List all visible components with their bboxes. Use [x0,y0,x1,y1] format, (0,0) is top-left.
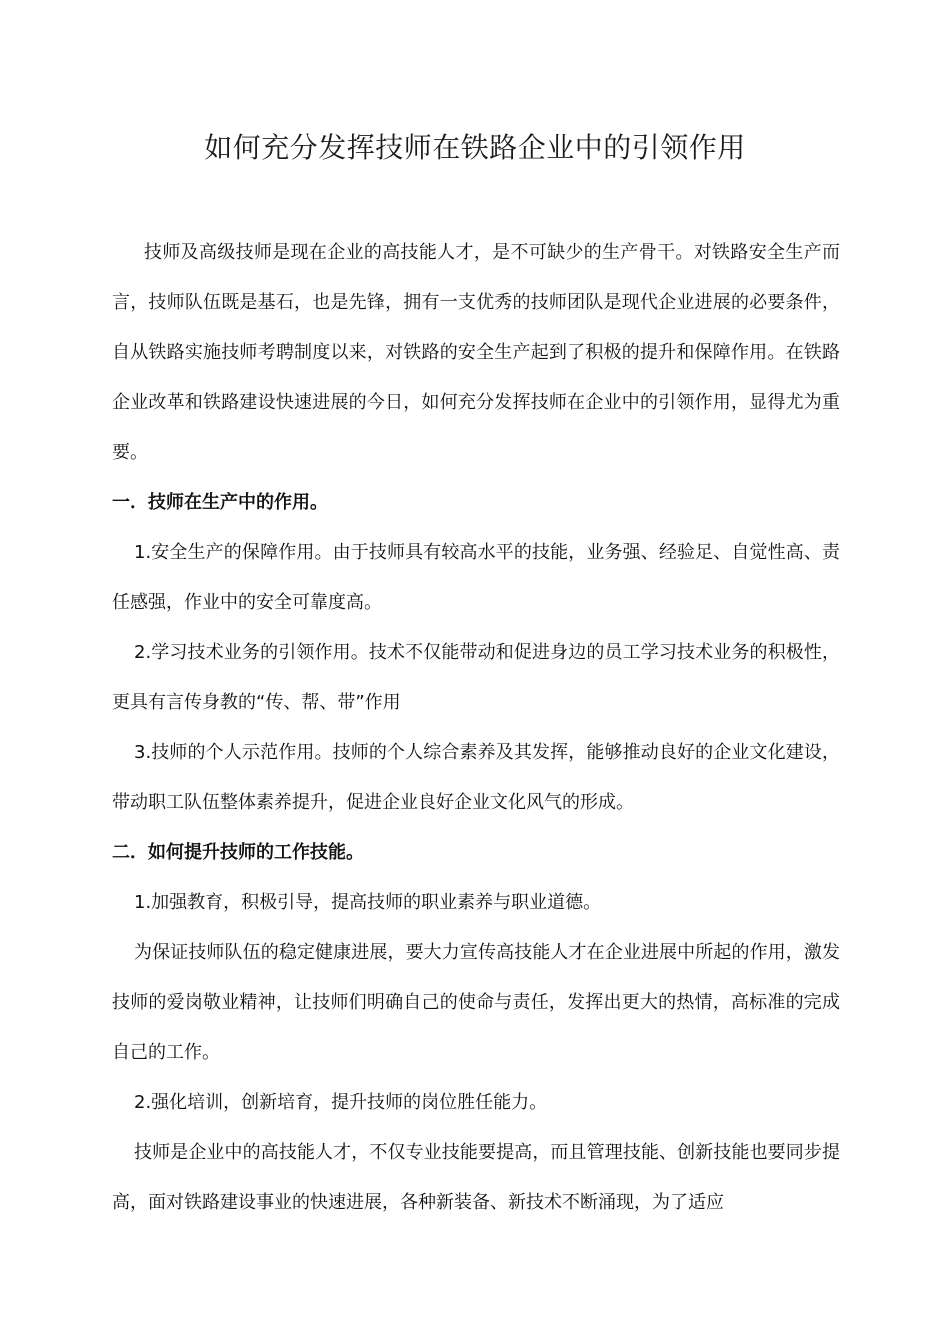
document-body [112,228,840,1228]
section-2-heading: 二．如何提升技师的工作技能。 [112,842,364,863]
section-2-subheading-2: 2.强化培训，创新培育，提升技师的岗位胜任能力。 [134,1092,548,1113]
intro-paragraph: 技师及高级技师是现在企业的高技能人才，是不可缺少的生产骨干。对铁路安全生产而言，技师队伍既是基石，也是先锋，拥有一支优秀的技师团队是现代企业进展的必要条件，自从铁路实施技师考聘制度以来，对铁路的安全生产起到了积极的提升和保障作用。在铁路企业改革和铁路建设快速进展的今日，如何充分发挥技师在企业中的引领作用，显得尤为重要。 [112,242,840,463]
section-1-item-1: 1.安全生产的保障作用。由于技师具有较高水平的技能，业务强、经验足、自觉性高、责任感强，作业中的安全可靠度高。 [112,542,840,613]
section-2-subheading-1: 1.加强教育，积极引导，提高技师的职业素养与职业道德。 [134,892,602,913]
section-1-heading: 一．技师在生产中的作用。 [112,492,328,513]
section-2-paragraph-1: 为保证技师队伍的稳定健康进展，要大力宣传高技能人才在企业进展中所起的作用，激发技师的爱岗敬业精神，让技师们明确自己的使命与责任，发挥出更大的热情，高标准的完成自己的工作。 [112,942,840,1063]
document-title: 如何充分发挥技师在铁路企业中的引领作用 [204,131,746,164]
section-1-item-3: 3.技师的个人示范作用。技师的个人综合素养及其发挥，能够推动良好的企业文化建设，带动职工队伍整体素养提升，促进企业良好企业文化风气的形成。 [112,742,840,813]
section-1-item-2: 2.学习技术业务的引领作用。技术不仅能带动和促进身边的员工学习技术业务的积极性，更具有言传身教的“传、帮、带”作用 [112,642,840,713]
section-2-paragraph-2: 技师是企业中的高技能人才，不仅专业技能要提高，而且管理技能、创新技能也要同步提高，面对铁路建设事业的快速进展，各种新装备、新技术不断涌现，为了适应 [112,1142,840,1213]
